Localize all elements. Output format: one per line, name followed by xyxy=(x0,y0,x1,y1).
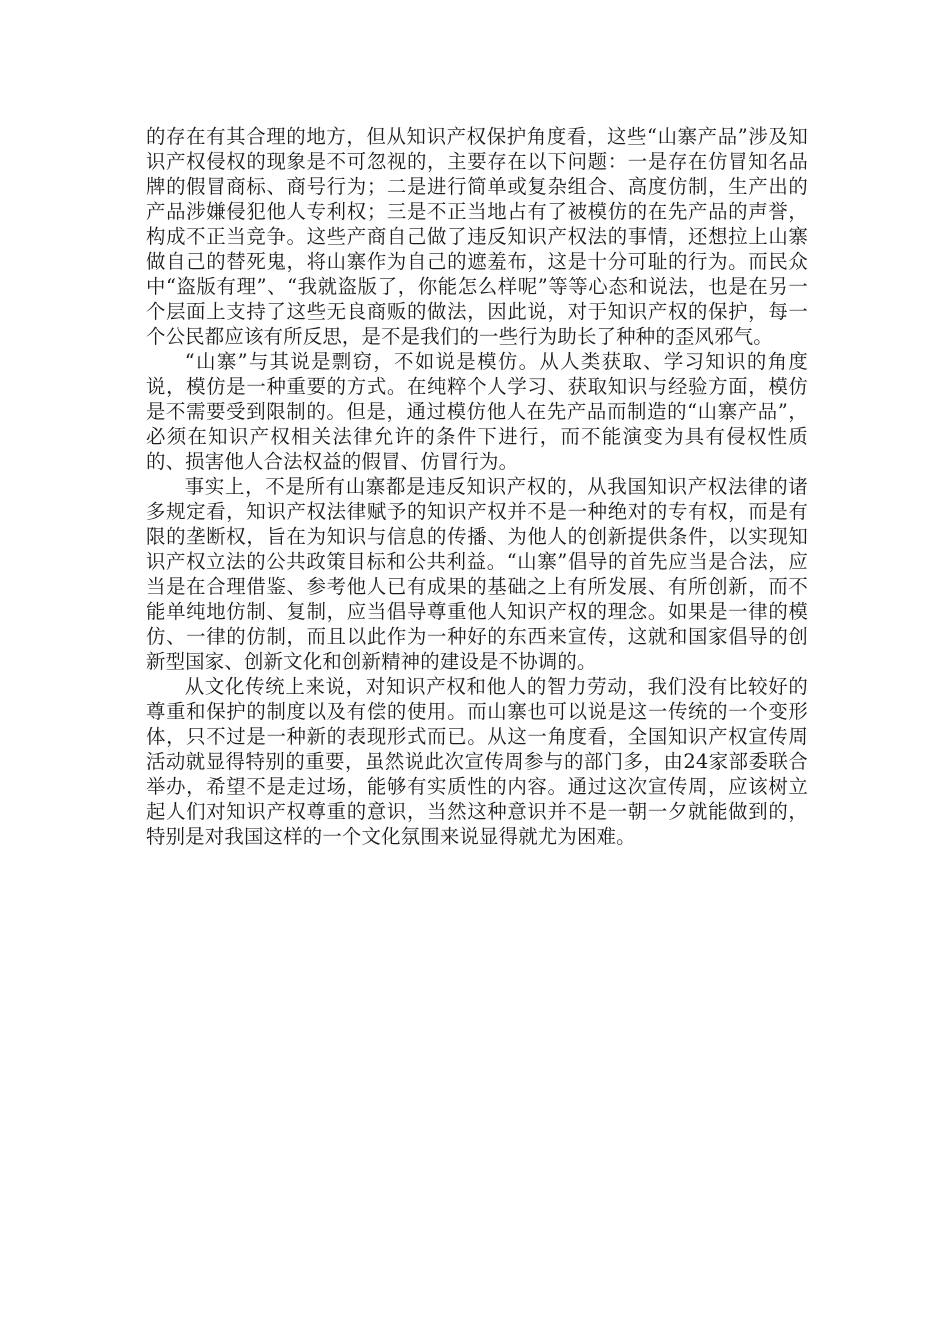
document-body xyxy=(146,124,808,849)
paragraph-culture: 从文化传统上来说，对知识产权和他人的智力劳动，我们没有比较好的尊重和保护的制度以及有偿的使用。而山寨也可以说是这一传统的一个变形体，只不过是一种新的表现形式而已。从这一角度看，全国知识产权宣传周活动就显得特别的重要，虽然说此次宣传周参与的部门多，由24家部委联合举办，希望不是走过场，能够有实质性的内容。通过这次宣传周，应该树立起人们对知识产权尊重的意识，当然这种意识并不是一朝一夕就能做到的，特别是对我国这样的一个文化氛围来说显得就尤为困难。 xyxy=(146,675,808,848)
paragraph-continued: 的存在有其合理的地方，但从知识产权保护角度看，这些“山寨产品”涉及知识产权侵权的现象是不可忽视的，主要存在以下问题：一是存在仿冒知名品牌的假冒商标、商号行为；二是进行简单或复杂组合、高度仿制，生产出的产品涉嫌侵犯他人专利权；三是不正当地占有了被模仿的在先产品的声誉，构成不正当竞争。这些产商自己做了违反知识产权法的事情，还想拉上山寨做自己的替死鬼，将山寨作为自己的遮羞布，这是十分可耻的行为。而民众中“盗版有理”、“我就盗版了，你能怎么样呢”等等心态和说法，也是在另一个层面上支持了这些无良商贩的做法，因此说，对于知识产权的保护，每一个公民都应该有所反思，是不是我们的一些行为助长了种种的歪风邪气。 xyxy=(146,125,808,348)
paragraph-legality: 事实上，不是所有山寨都是违反知识产权的，从我国知识产权法律的诸多规定看，知识产权法律赋予的知识产权并不是一种绝对的专有权，而是有限的垄断权，旨在为知识与信息的传播、为他人的创新提供条件，以实现知识产权立法的公共政策目标和公共利益。“山寨”倡导的首先应当是合法，应当是在合理借鉴、参考他人已有成果的基础之上有所发展、有所创新，而不能单纯地仿制、复制，应当倡导尊重他人知识产权的理念。如果是一律的模仿、一律的仿制，而且以此作为一种好的东西来宣传，这就和国家倡导的创新型国家、创新文化和创新精神的建设是不协调的。 xyxy=(146,475,808,673)
paragraph-imitation: “山寨”与其说是剽窃，不如说是模仿。从人类获取、学习知识的角度说，模仿是一种重要的方式。在纯粹个人学习、获取知识与经验方面，模仿是不需要受到限制的。但是，通过模仿他人在先产品而制造的“山寨产品”，必须在知识产权相关法律允许的条件下进行，而不能演变为具有侵权性质的、损害他人合法权益的假冒、仿冒行为。 xyxy=(146,350,808,473)
